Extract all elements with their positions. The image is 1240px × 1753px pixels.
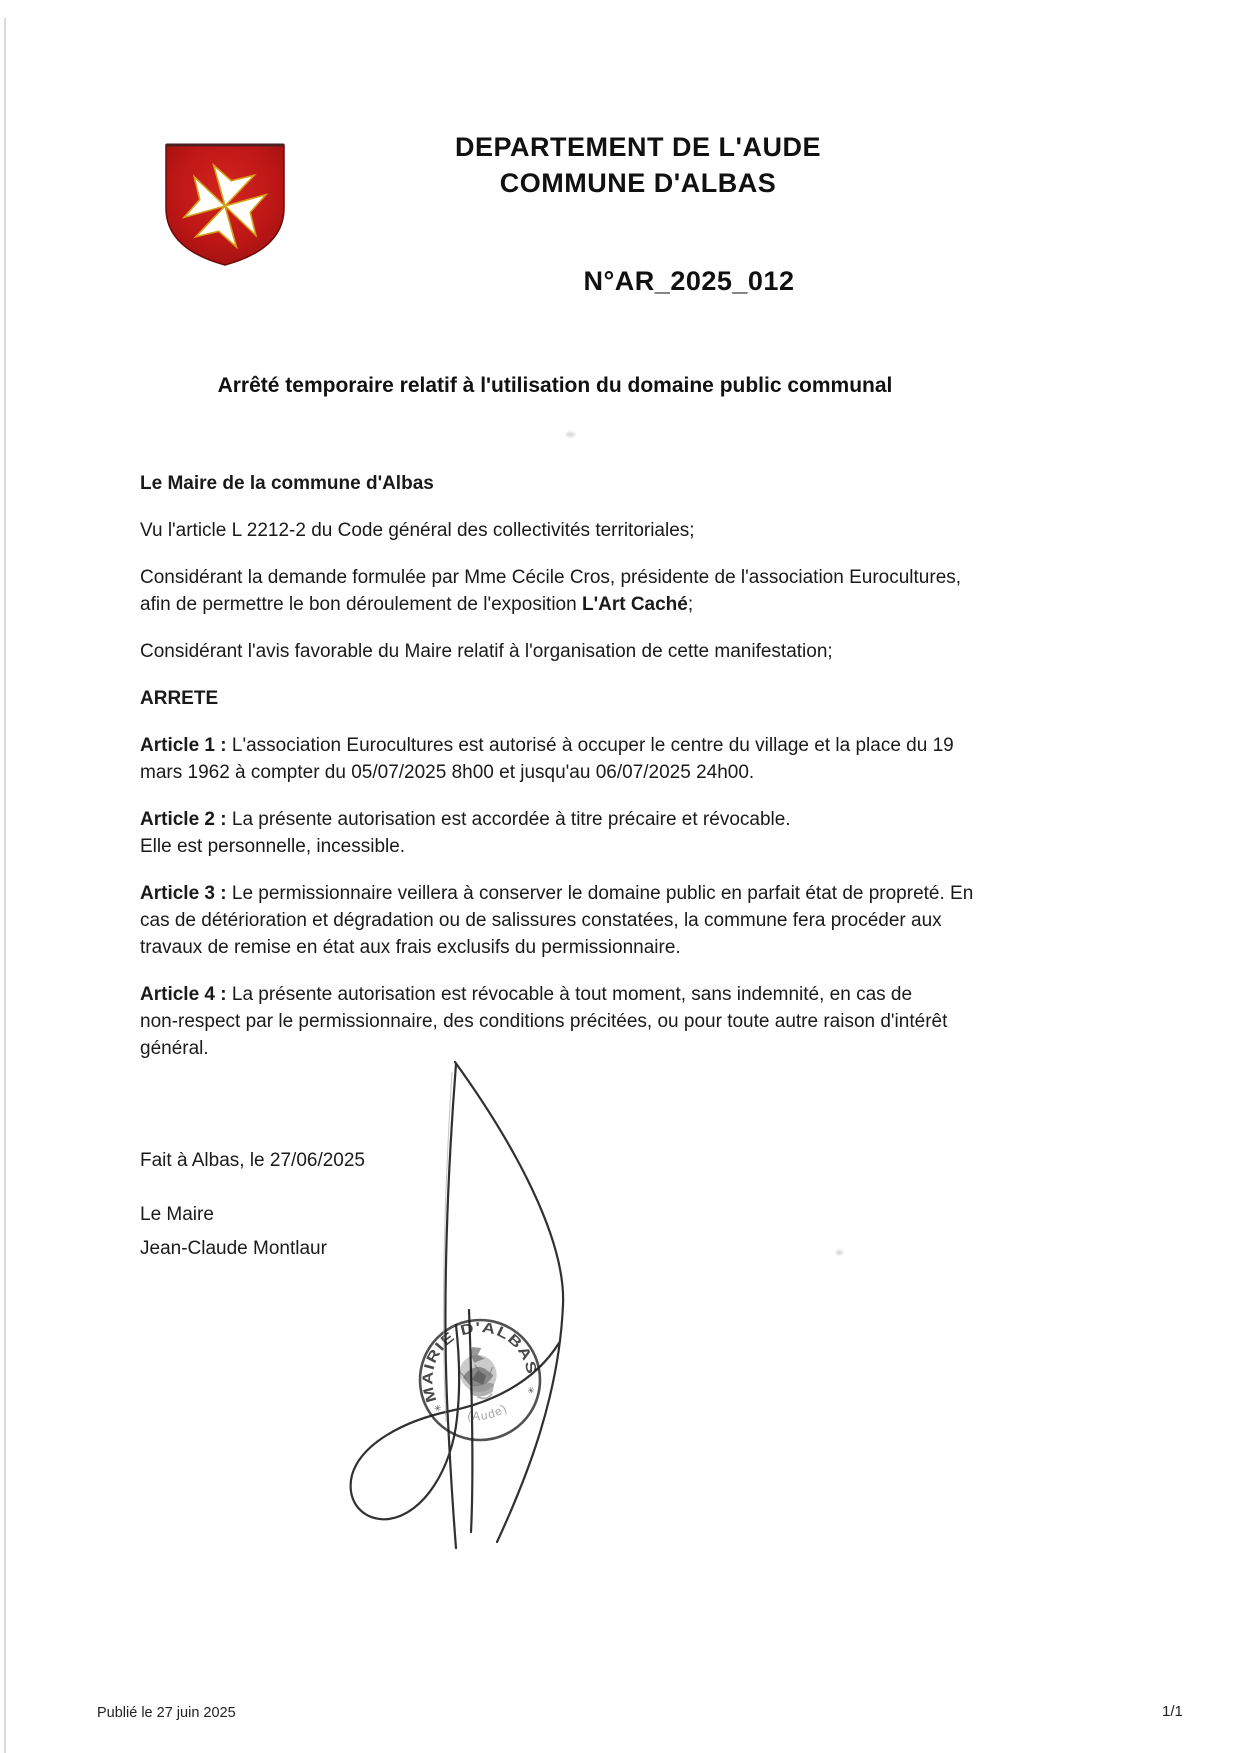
scan-artifact-line <box>4 18 6 1753</box>
scan-smudge <box>566 432 575 437</box>
stamp-left-star-icon: ✳ <box>433 1402 443 1415</box>
document-title: Arrêté temporaire relatif à l'utilisation du domaine public communal <box>217 374 893 397</box>
paragraph: Vu l'article L 2212-2 du Code général des collectivités territoriales; <box>140 520 695 541</box>
stamp-top-text: MAIRIE D'ALBAS <box>420 1319 539 1405</box>
document-body <box>140 470 1045 1082</box>
header-block <box>338 129 938 201</box>
paragraph: Article 4 : La présente autorisation est révocable à tout moment, sans indemnité, en cas de non-respect par le permissionnaire, des conditions précitées, ou pour toute autre raison d'intérêt général. <box>140 984 948 1059</box>
header-commune: COMMUNE D'ALBAS <box>499 168 777 198</box>
signatory-name: Jean-Claude Montlaur <box>140 1238 327 1259</box>
paragraph: Considérant la demande formulée par Mme Cécile Cros, présidente de l'association Eurocultures, afin de permettre le bon déroulement de l'exposition L'Art Caché; <box>140 567 962 615</box>
decree-reference-number: N°AR_2025_012 <box>583 266 795 296</box>
publication-date: Publié le 27 juin 2025 <box>97 1705 236 1721</box>
albas-coat-of-arms-icon <box>163 142 287 268</box>
stamp-right-star-icon: ✳ <box>526 1384 536 1397</box>
paragraph: Article 1 : L'association Eurocultures est autorisé à occuper le centre du village et la place du 19 mars 1962 à compter du 05/07/2025 8h00 et jusqu'au 06/07/2025 24h00. <box>140 735 954 783</box>
paragraph: Considérant l'avis favorable du Maire relatif à l'organisation de cette manifestation; <box>140 641 833 662</box>
scan-smudge <box>836 1250 843 1255</box>
paragraph: Article 2 : La présente autorisation est accordée à titre précaire et révocable. Elle est personnelle, incessible. <box>140 809 791 857</box>
handwritten-signature <box>300 1040 630 1610</box>
header-department: DEPARTEMENT DE L'AUDE <box>455 132 821 162</box>
stamp-bottom-text: (Aude) <box>466 1401 509 1424</box>
place-date-line: Fait à Albas, le 27/06/2025 <box>140 1150 365 1171</box>
paragraph: ARRETE <box>140 688 219 709</box>
signatory-title: Le Maire <box>140 1204 214 1225</box>
paragraph: Article 3 : Le permissionnaire veillera à conserver le domaine public en parfait état de propreté. En cas de détérioration et dégradation ou de salissures constatées, la commune fera procéder aux travaux de remise en état aux frais exclusifs du permissionnaire. <box>140 883 974 958</box>
paragraph: Le Maire de la commune d'Albas <box>140 473 434 494</box>
page-number: 1/1 <box>1162 1703 1183 1720</box>
